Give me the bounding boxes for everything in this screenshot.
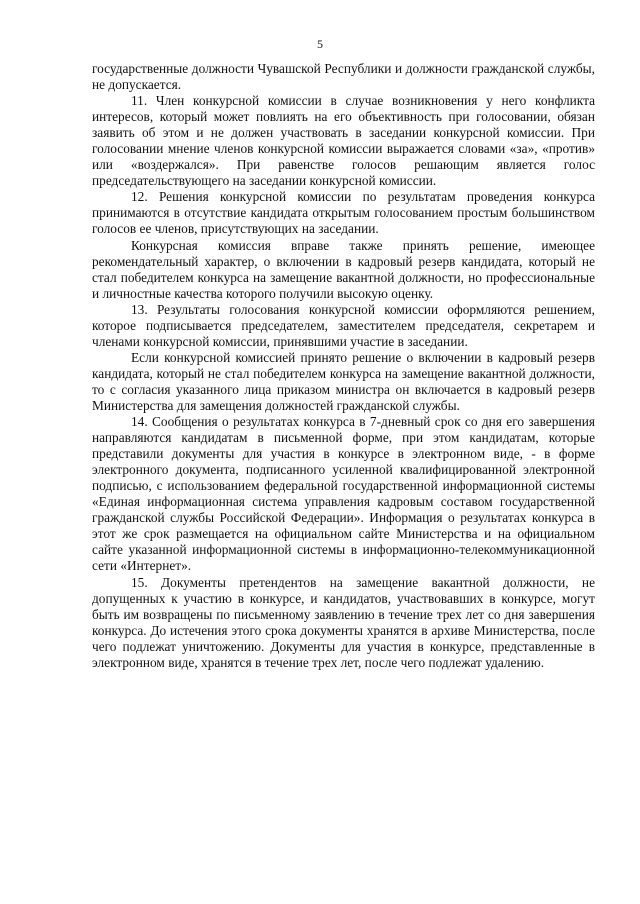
page-number: 5 (317, 37, 323, 51)
paragraph-continuation: государственные должности Чувашской Республики и должности гражданской службы, не допускается. (92, 61, 595, 93)
paragraph-item-14: 14. Сообщения о результатах конкурса в 7-дневный срок со дня его завершения направляются кандидатам в письменной форме, при этом кандидатам, которые представили документы для участия в конкурсе в электронном виде, - в форме электронного документа, подписанного усиленной квалифицированной электронной подписью, с использованием федеральной государственной информационной системы «Единая информационная система управления кадровым составом государственной гражданской службы Российской Федерации». Информация о результатах конкурса в этот же срок размещается на официальном сайте Министерства и на официальном сайте указанной информационной системы в информационно-телекоммуникационной сети «Интернет». (92, 414, 595, 574)
paragraph-item-15: 15. Документы претендентов на замещение вакантной должности, не допущенных к участию в конкурсе, и кандидатов, участвовавших в конкурсе, могут быть им возвращены по письменному заявлению в течение трех лет со дня завершения конкурса. До истечения этого срока документы хранятся в архиве Министерства, после чего подлежат уничтожению. Документы для участия в конкурсе, представленные в электронном виде, хранятся в течение трех лет, после чего подлежат удалению. (92, 574, 595, 670)
document-body (92, 61, 595, 671)
paragraph-item-13-reserve: Если конкурсной комиссией принято решение о включении в кадровый резерв кандидата, который не стал победителем конкурса на замещение вакантной должности, то с согласия указанного лица приказом министра он включается в кадровый резерв Министерства для замещения должностей гражданской службы. (92, 349, 595, 413)
paragraph-item-12: 12. Решения конкурсной комиссии по результатам проведения конкурса принимаются в отсутствие кандидата открытым голосованием простым большинством голосов ее членов, присутствующих на заседании. (92, 189, 595, 237)
paragraph-item-12-reserve: Конкурсная комиссия вправе также принять решение, имеющее рекомендательный характер, о включении в кадровый резерв кандидата, который не стал победителем конкурса на замещение вакантной должности, но профессиональные и личностные качества которого получили высокую оценку. (92, 237, 595, 301)
paragraph-item-13: 13. Результаты голосования конкурсной комиссии оформляются решением, которое подписывается председателем, заместителем председателя, секретарем и членами конкурсной комиссии, принявшими участие в заседании. (92, 301, 595, 349)
paragraph-item-11: 11. Член конкурсной комиссии в случае возникновения у него конфликта интересов, который может повлиять на его объективность при голосовании, обязан заявить об этом и не должен участвовать в заседании конкурсной комиссии. При голосовании мнение членов конкурсной комиссии выражается словами «за», «против» или «воздержался». При равенстве голосов решающим является голос председательствующего на заседании конкурсной комиссии. (92, 93, 595, 189)
